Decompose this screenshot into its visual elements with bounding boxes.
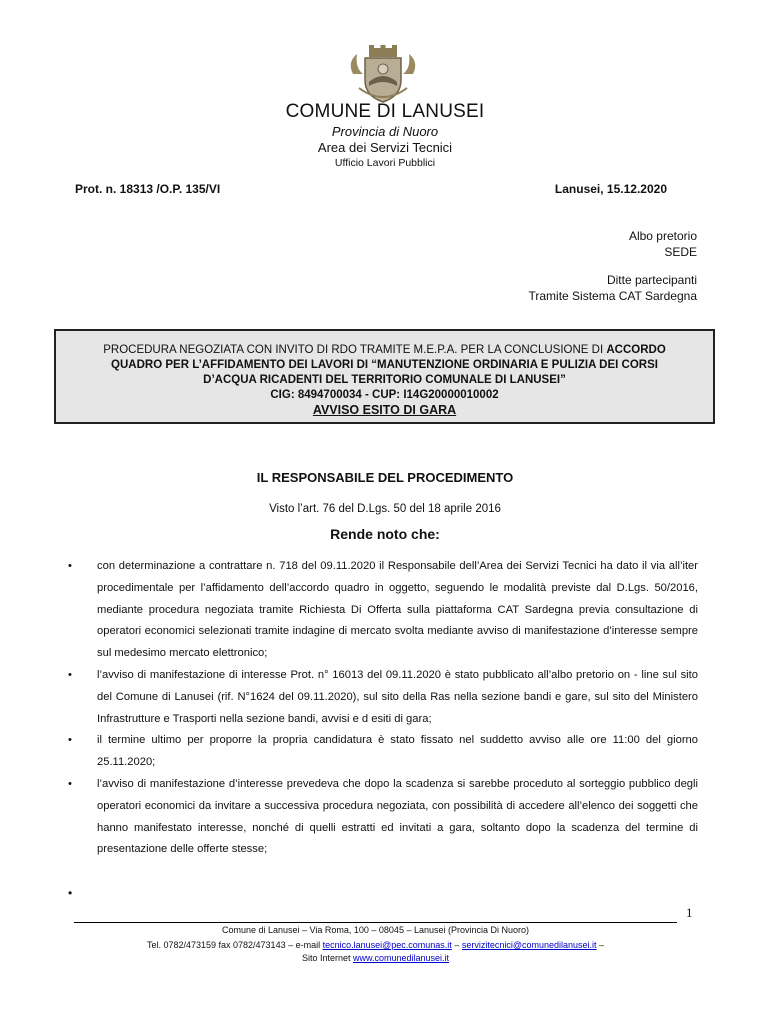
bullet-icon: •: [68, 734, 72, 747]
list-item-text: il termine ultimo per proporre la propria candidatura è stato fissato nel suddetto avviso alle ore 11:00 del giorno 25.11.2020;: [97, 734, 698, 769]
subject-line-3: D’ACQUA RICADENTI DEL TERRITORIO COMUNALE DI LANUSEI”: [203, 374, 566, 386]
recipient-line: Tramite Sistema CAT Sardegna: [528, 289, 697, 303]
footer-separator: –: [596, 940, 605, 950]
list-item-text: l’avviso di manifestazione d’interesse prevedeva che dopo la scadenza si sarebbe proceduto al sorteggio pubblico degli operatori economici da invitare a successiva procedura negoziata, con possibilità di accedere all’elenco dei soggetti che hanno manifestato interesse, nonché di quelli estratti ed invitati a gara, soltanto dopo la scadenza del termine di presentazione delle offerte stesse;: [97, 777, 698, 856]
document-date: Lanusei, 15.12.2020: [554, 182, 667, 196]
subject-text-bold: ACCORDO: [606, 344, 666, 356]
list-item: [68, 665, 698, 730]
email-link[interactable]: tecnico.lanusei@pec.comunas.it: [322, 940, 452, 950]
recipient-line: Albo pretorio: [628, 229, 697, 243]
list-item-text: con determinazione a contrattare n. 718 del 09.11.2020 il Responsabile dell’Area dei Servizi Tecnici ha dato il via all’iter procedimentale per l’affidamento dell’accordo quadro in oggetto, seguendo le modalità previste dal D.Lgs. 50/2016, mediante procedura negoziata tramite Richiesta Di Offerta sulla piattaforma CAT Sardegna previa consultazione di operatori economici selezionati tramite indagine di mercato svolta mediante avviso di manifestazione d’interesse sempre sul medesimo mercato elettronico;: [97, 560, 698, 660]
bullet-list: [68, 556, 698, 861]
subject-codes: CIG: 8494700034 - CUP: I14G20000010002: [270, 389, 499, 401]
list-item: [68, 556, 698, 665]
footer-contacts: [74, 940, 677, 950]
recipient-line: SEDE: [664, 245, 697, 259]
area-label: Area dei Servizi Tecnici: [317, 140, 453, 155]
email-link[interactable]: servizitecnici@comunedilanusei.it: [461, 940, 597, 950]
page-number: 1: [686, 905, 693, 920]
list-item: [68, 774, 698, 861]
list-item-text: l’avviso di manifestazione di interesse Prot. n° 16013 del 09.11.2020 è stato pubblicato all’albo pretorio on - line sul sito del Comune di Lanusei (rif. N°1624 del 09.11.2020), sul sito della Ras nella sezione bandi e gare, sul sito del Ministero Infrastrutture e Trasporti nella sezione bandi, avvisi e d esiti di gara;: [97, 668, 698, 725]
footer-divider: [74, 922, 677, 923]
website-link[interactable]: www.comunedilanusei.it: [352, 953, 450, 963]
province-label: Provincia di Nuoro: [331, 124, 439, 139]
subject-line-2: QUADRO PER L’AFFIDAMENTO DEI LAVORI DI “MANUTENZIONE ORDINARIA E PULIZIA DEI CORSI: [111, 359, 658, 371]
subject-box: [54, 329, 715, 424]
subheading: Rende noto che:: [330, 526, 440, 542]
subject-line-1: [56, 343, 713, 358]
footer-separator: –: [451, 940, 462, 950]
coat-of-arms-icon: [343, 44, 423, 104]
bullet-icon: •: [68, 777, 72, 790]
office-label: Ufficio Lavori Pubblici: [334, 157, 436, 169]
footer-phone: Tel. 0782/473159 fax 0782/473143 – e-mail: [146, 940, 323, 950]
footer-website-label: Sito Internet: [301, 953, 353, 963]
subject-notice-title: AVVISO ESITO DI GARA: [312, 403, 457, 417]
bullet-icon: •: [68, 668, 72, 681]
subject-text: PROCEDURA NEGOZIATA CON INVITO DI RDO TRAMITE M.E.P.A. PER LA CONCLUSIONE DI: [103, 344, 607, 356]
page-title: COMUNE DI LANUSEI: [285, 101, 485, 122]
list-item: [68, 730, 698, 774]
bullet-icon: •: [68, 560, 72, 572]
protocol-number: Prot. n. 18313 /O.P. 135/VI: [75, 182, 221, 196]
recipient-line: Ditte partecipanti: [606, 273, 697, 287]
legal-reference: Visto l’art. 76 del D.Lgs. 50 del 18 aprile 2016: [269, 503, 501, 515]
footer-website: [74, 953, 677, 963]
bullet-icon: •: [68, 886, 73, 900]
section-heading: IL RESPONSABILE DEL PROCEDIMENTO: [256, 470, 514, 485]
footer-address: Comune di Lanusei – Via Roma, 100 – 08045 – Lanusei (Provincia Di Nuoro): [221, 925, 529, 935]
